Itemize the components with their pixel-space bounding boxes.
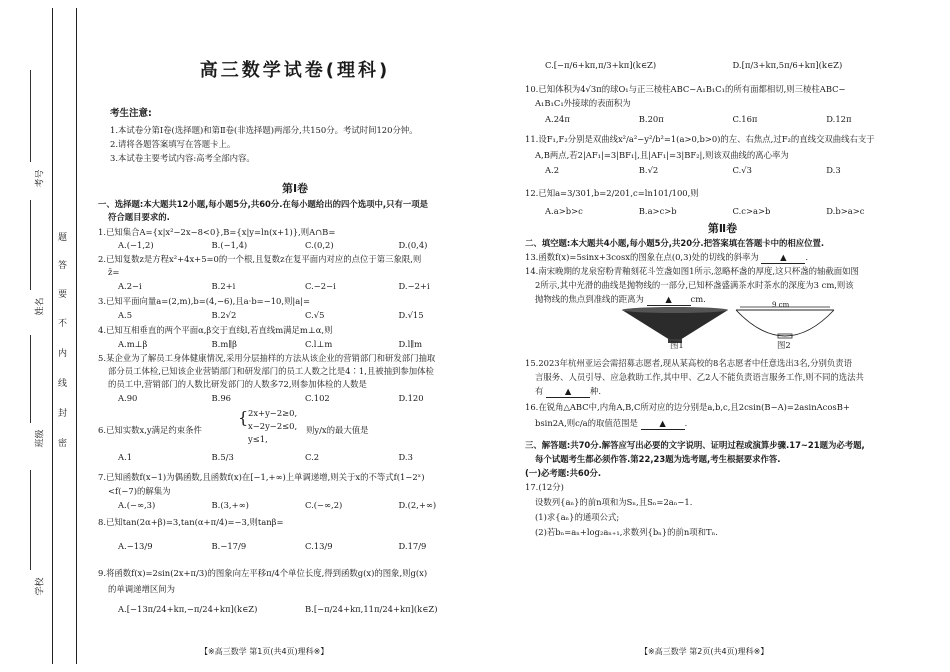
paper-title: 高三数学试卷(理科) <box>199 60 391 81</box>
q15-stem-cont: 有 ▲ 种. <box>535 386 602 396</box>
q4-option-d: D.l∥m <box>398 339 423 349</box>
q6-option-b: B.5/3 <box>211 452 234 462</box>
q11-option-d: D.3 <box>826 165 841 175</box>
seal-line-outer <box>76 8 77 664</box>
q9-option-b: B.[−π/24+kπ,11π/24+kπ](k∈Z) <box>305 604 438 614</box>
q9-option-d: D.[π/3+kπ,5π/6+kπ](k∈Z) <box>732 60 843 70</box>
section-1-intro-cont: 符合题目要求的. <box>108 212 170 222</box>
blank-marker: ▲ <box>665 294 672 304</box>
q12-option-b: B.a>c>b <box>638 206 677 216</box>
blank-marker: ▲ <box>659 418 666 428</box>
q6-option-c: C.2 <box>305 452 320 462</box>
q11-option-c: C.√3 <box>732 165 752 175</box>
q9-stem: 9.将函数f(x)=2sin(2x+π/3)的图象向左平移π/4个单位长度,得到函数g(x)的图象,则g(x) <box>98 568 428 578</box>
q11-option-a: A.2 <box>545 165 560 175</box>
q5-stem-cont: 的员工中,营销部门的人数比研发部门的人数多72,则参加体检的人数是 <box>108 379 367 389</box>
q12-option-c: C.c>a>b <box>732 206 771 216</box>
q7-option-b: B.(3,+∞) <box>211 500 249 510</box>
fig2-bowl-curve <box>736 310 834 336</box>
q14-answer-blank <box>647 294 691 306</box>
q4-option-c: C.l⊥m <box>305 339 333 349</box>
section-3-required: (一)必考题:共60分. <box>525 468 602 478</box>
q4-stem: 4.已知互相垂直的两个平面α,β交于直线l,若直线m满足m⊥α,则 <box>98 325 333 335</box>
q11-stem: 11.设F₁,F₂分别是双曲线x²/a²−y²/b²=1(a>0,b>0)的左、右焦点,过F₂的直线交双曲线右支于 <box>525 134 875 144</box>
q4-option-b: B.m∥β <box>211 339 237 349</box>
footer-page-2: 【※高三数学 第2页(共4页)理科※】 <box>640 647 769 656</box>
figure-2-label: 图2 <box>777 340 791 350</box>
q7-stem: 7.已知函数f(x−1)为偶函数,且函数f(x)在[−1,+∞)上单调递增,则关于x的不等式f(1−2ˣ) <box>98 472 425 482</box>
q9-stem-cont: 的单调递增区间为 <box>108 584 175 594</box>
section-2-intro: 二、填空题:本大题共4小题,每小题5分,共20分.把答案填在答题卡中的相应位置. <box>525 238 825 248</box>
notes-item: 3.本试卷主要考试内容:高考全部内容。 <box>110 153 255 163</box>
q5-option-b: B.96 <box>211 393 231 403</box>
q10-stem: 10.已知体积为4√3π的球O₁与正三棱柱ABC−A₁B₁C₁的所有面都相切,则三棱柱ABC− <box>525 84 846 94</box>
q13-answer-blank <box>761 252 805 264</box>
q5-option-d: D.120 <box>398 393 424 403</box>
seal-char: 线 <box>58 379 68 389</box>
q2-stem-cont: z̄= <box>108 267 120 277</box>
q9-option-a: A.[−13π/24+kπ,−π/24+kπ](k∈Z) <box>118 604 258 614</box>
section-2-title: 第Ⅱ卷 <box>707 222 738 235</box>
q1-option-a: A.(−1,2) <box>118 240 154 250</box>
figure-2-dimension: 9 cm <box>772 301 790 309</box>
field-exam-number-line <box>30 70 31 162</box>
q15-answer-blank <box>546 386 590 398</box>
q12-option-a: A.a>b>c <box>545 206 583 216</box>
q8-stem: 8.已知tan(2α+β)=3,tan(α+π/4)=−3,则tanβ= <box>98 517 284 527</box>
q10-stem-cont: A₁B₁C₁外接球的表面积为 <box>535 98 631 108</box>
q2-option-b: B.2+i <box>211 281 236 291</box>
q5-stem: 5.某企业为了解员工身体健康情况,采用分层抽样的方法从该企业的营销部门和研发部门抽取 <box>98 353 436 363</box>
q7-option-a: A.(−∞,3) <box>118 500 156 510</box>
section-1-intro: 一、选择题:本大题共12小题,每小题5分,共60分.在每小题给出的四个选项中,只有一项是 <box>98 199 428 209</box>
blank-marker: ▲ <box>780 252 787 262</box>
q1-stem: 1.已知集合A={x|x²−2x−8<0},B={x|y=ln(x+1)},则A∩B= <box>98 227 336 237</box>
q1-option-b: B.(−1,4) <box>211 240 248 250</box>
seal-char: 不 <box>58 319 68 329</box>
q11-option-b: B.√2 <box>638 165 659 175</box>
q7-option-d: D.(2,+∞) <box>398 500 437 510</box>
q6-stem-b: 则y/x的最大值是 <box>306 425 369 435</box>
q15-stem-cont: 言服务、人员引导、应急救助工作,其中甲、乙2人不能负责语言服务工作,则不同的选法共 <box>535 372 864 382</box>
field-school-line <box>30 470 31 570</box>
q11-stem-cont: A,B两点,若2|AF₁|=3|BF₁|,且|AF₁|=3|BF₂|,则该双曲线的离心率为 <box>535 150 789 160</box>
q10-options <box>545 114 920 125</box>
q13-stem: 13.函数f(x)=5sinx+3cosx的图象在点(0,3)处的切线的斜率为 ▲ . <box>525 252 809 262</box>
q5-option-a: A.90 <box>118 393 138 403</box>
q9-option-c: C.[−π/6+kπ,π/3+kπ](k∈Z) <box>545 60 657 70</box>
q9-options-cont <box>545 60 920 71</box>
binding-strip <box>0 0 92 672</box>
q2-option-c: C.−2−i <box>305 281 336 291</box>
field-exam-number: 考号 <box>35 169 46 188</box>
q3-option-a: A.5 <box>118 310 133 320</box>
q3-option-d: D.√15 <box>398 310 424 320</box>
seal-char: 密 <box>58 439 68 449</box>
q8-options <box>118 541 492 552</box>
q2-stem: 2.已知复数z是方程x²+4x+5=0的一个根,且复数z在复平面内对应的点位于第三象限,则 <box>98 254 422 264</box>
q5-option-c: C.102 <box>305 393 330 403</box>
q8-option-b: B.−17/9 <box>211 541 247 551</box>
section-3-intro: 三、解答题:共70分.解答应写出必要的文字说明、证明过程或演算步骤.17~21题为必考题, <box>525 440 865 450</box>
q4-option-a: A.m⊥β <box>118 339 148 349</box>
q12-option-d: D.b>a>c <box>826 206 865 216</box>
q1-option-d: D.(0,4) <box>398 240 428 250</box>
q14-stem: 14.南宋晚期的龙泉窑粉青釉刻花斗笠盏如图1所示,忽略杯盏的厚度,这只杯盏的轴截面如图 <box>525 266 859 276</box>
field-name: 姓名 <box>35 297 46 316</box>
q17-line: (2)若bₙ=aₙ+log₂aₙ₊₁,求数列{bₙ}的前n项和Tₙ. <box>535 527 718 537</box>
blank-marker: ▲ <box>564 386 572 396</box>
notes-item: 2.请将各题答案填写在答题卡上。 <box>110 139 236 149</box>
q14-stem-cont: 抛物线的焦点到准线的距离为 ▲ cm. <box>535 294 706 304</box>
section-3-intro-cont: 每个试题考生都必须作答.第22,23题为选考题,考生根据要求作答. <box>535 454 781 464</box>
q3-options <box>118 310 492 321</box>
q10-option-b: B.20π <box>638 114 664 124</box>
q8-option-c: C.13/9 <box>305 541 333 551</box>
q12-options <box>545 206 920 217</box>
q7-option-c: C.(−∞,2) <box>305 500 343 510</box>
q10-option-a: A.24π <box>545 114 570 124</box>
q17-line: (1)求{aₙ}的通项公式; <box>535 512 620 522</box>
q12-stem: 12.已知a=3/301,b=2/201,c=ln101/100,则 <box>525 188 699 198</box>
q16-answer-blank <box>641 418 685 430</box>
q1-option-c: C.(0,2) <box>305 240 334 250</box>
q6-brace: { <box>238 408 249 427</box>
q6-options <box>118 452 492 463</box>
q9-options <box>118 604 492 615</box>
q1-options <box>118 240 492 251</box>
q2-option-d: D.−2+i <box>398 281 430 291</box>
q5-stem-cont: 部分员工体检,已知该企业营销部门和研发部门的员工人数之比是4∶1,且被抽到参加体检 <box>108 366 434 376</box>
notes-heading: 考生注意: <box>110 108 152 119</box>
field-school: 学校 <box>35 577 46 596</box>
q10-option-d: D.12π <box>826 114 852 124</box>
q6-stem-a: 6.已知实数x,y满足约束条件 <box>98 425 202 435</box>
q7-options <box>118 500 492 511</box>
q17-head: 17.(12分) <box>525 482 564 492</box>
q6-condition: y≤1, <box>248 434 268 444</box>
bowl-photo-rim <box>622 307 728 313</box>
q8-option-a: A.−13/9 <box>118 541 153 551</box>
q6-condition: x−2y−2≤0, <box>248 421 298 431</box>
section-1-title: 第Ⅰ卷 <box>281 182 309 195</box>
q17-line: 设数列{aₙ}的前n项和为Sₙ,且Sₙ=2aₙ−1. <box>535 497 693 507</box>
seal-char: 封 <box>58 409 68 419</box>
q2-option-a: A.2−i <box>118 281 142 291</box>
field-name-line <box>30 200 31 290</box>
q15-stem: 15.2023年杭州亚运会需招募志愿者,现从某高校的8名志愿者中任意选出3名,分别负责语 <box>525 358 852 368</box>
q4-options <box>118 339 492 350</box>
q10-option-c: C.16π <box>732 114 758 124</box>
seal-char: 要 <box>58 290 68 300</box>
q14-stem-cont: 2所示,其中光滑的曲线是抛物线的一部分,已知杯盏盛满茶水时茶水的深度为3 cm,则该 <box>535 280 854 290</box>
q6-condition: 2x+y−2≥0, <box>248 408 298 418</box>
field-class-line <box>30 335 31 423</box>
notes-item: 1.本试卷分第Ⅰ卷(选择题)和第Ⅱ卷(非选择题)两部分,共150分。考试时间120分钟。 <box>110 125 418 135</box>
q16-stem: 16.在锐角△ABC中,内角A,B,C所对应的边分别是a,b,c,且2csin(B−A)=2asinAcosB+ <box>525 402 850 412</box>
field-class: 班级 <box>35 429 46 448</box>
seal-char: 内 <box>58 349 68 359</box>
q8-option-d: D.17/9 <box>398 541 427 551</box>
figure-1-label: 图1 <box>670 340 684 350</box>
bowl-photo-body <box>622 310 728 340</box>
q3-stem: 3.已知平面向量a=(2,m),b=(4,−6),且a·b=−10,则|a|= <box>98 296 311 306</box>
seal-line-inner <box>52 8 53 664</box>
q7-stem-cont: <f(−7)的解集为 <box>108 486 171 496</box>
seal-char: 答 <box>58 261 68 271</box>
q6-option-d: D.3 <box>398 452 413 462</box>
seal-char: 题 <box>58 233 68 243</box>
q3-option-b: B.2√2 <box>211 310 237 320</box>
q3-option-c: C.√5 <box>305 310 325 320</box>
q5-options <box>118 393 492 404</box>
q6-option-a: A.1 <box>118 452 133 462</box>
q16-stem-cont: bsin2A,则c/a的取值范围是 ▲ . <box>535 418 688 428</box>
q13-stem-text: 13.函数f(x)=5sinx+3cosx的图象在点(0,3)处的切线的斜率为 <box>525 252 759 262</box>
q2-options <box>118 281 492 292</box>
footer-page-1: 【※高三数学 第1页(共4页)理科※】 <box>200 647 329 656</box>
q11-options <box>545 165 920 176</box>
